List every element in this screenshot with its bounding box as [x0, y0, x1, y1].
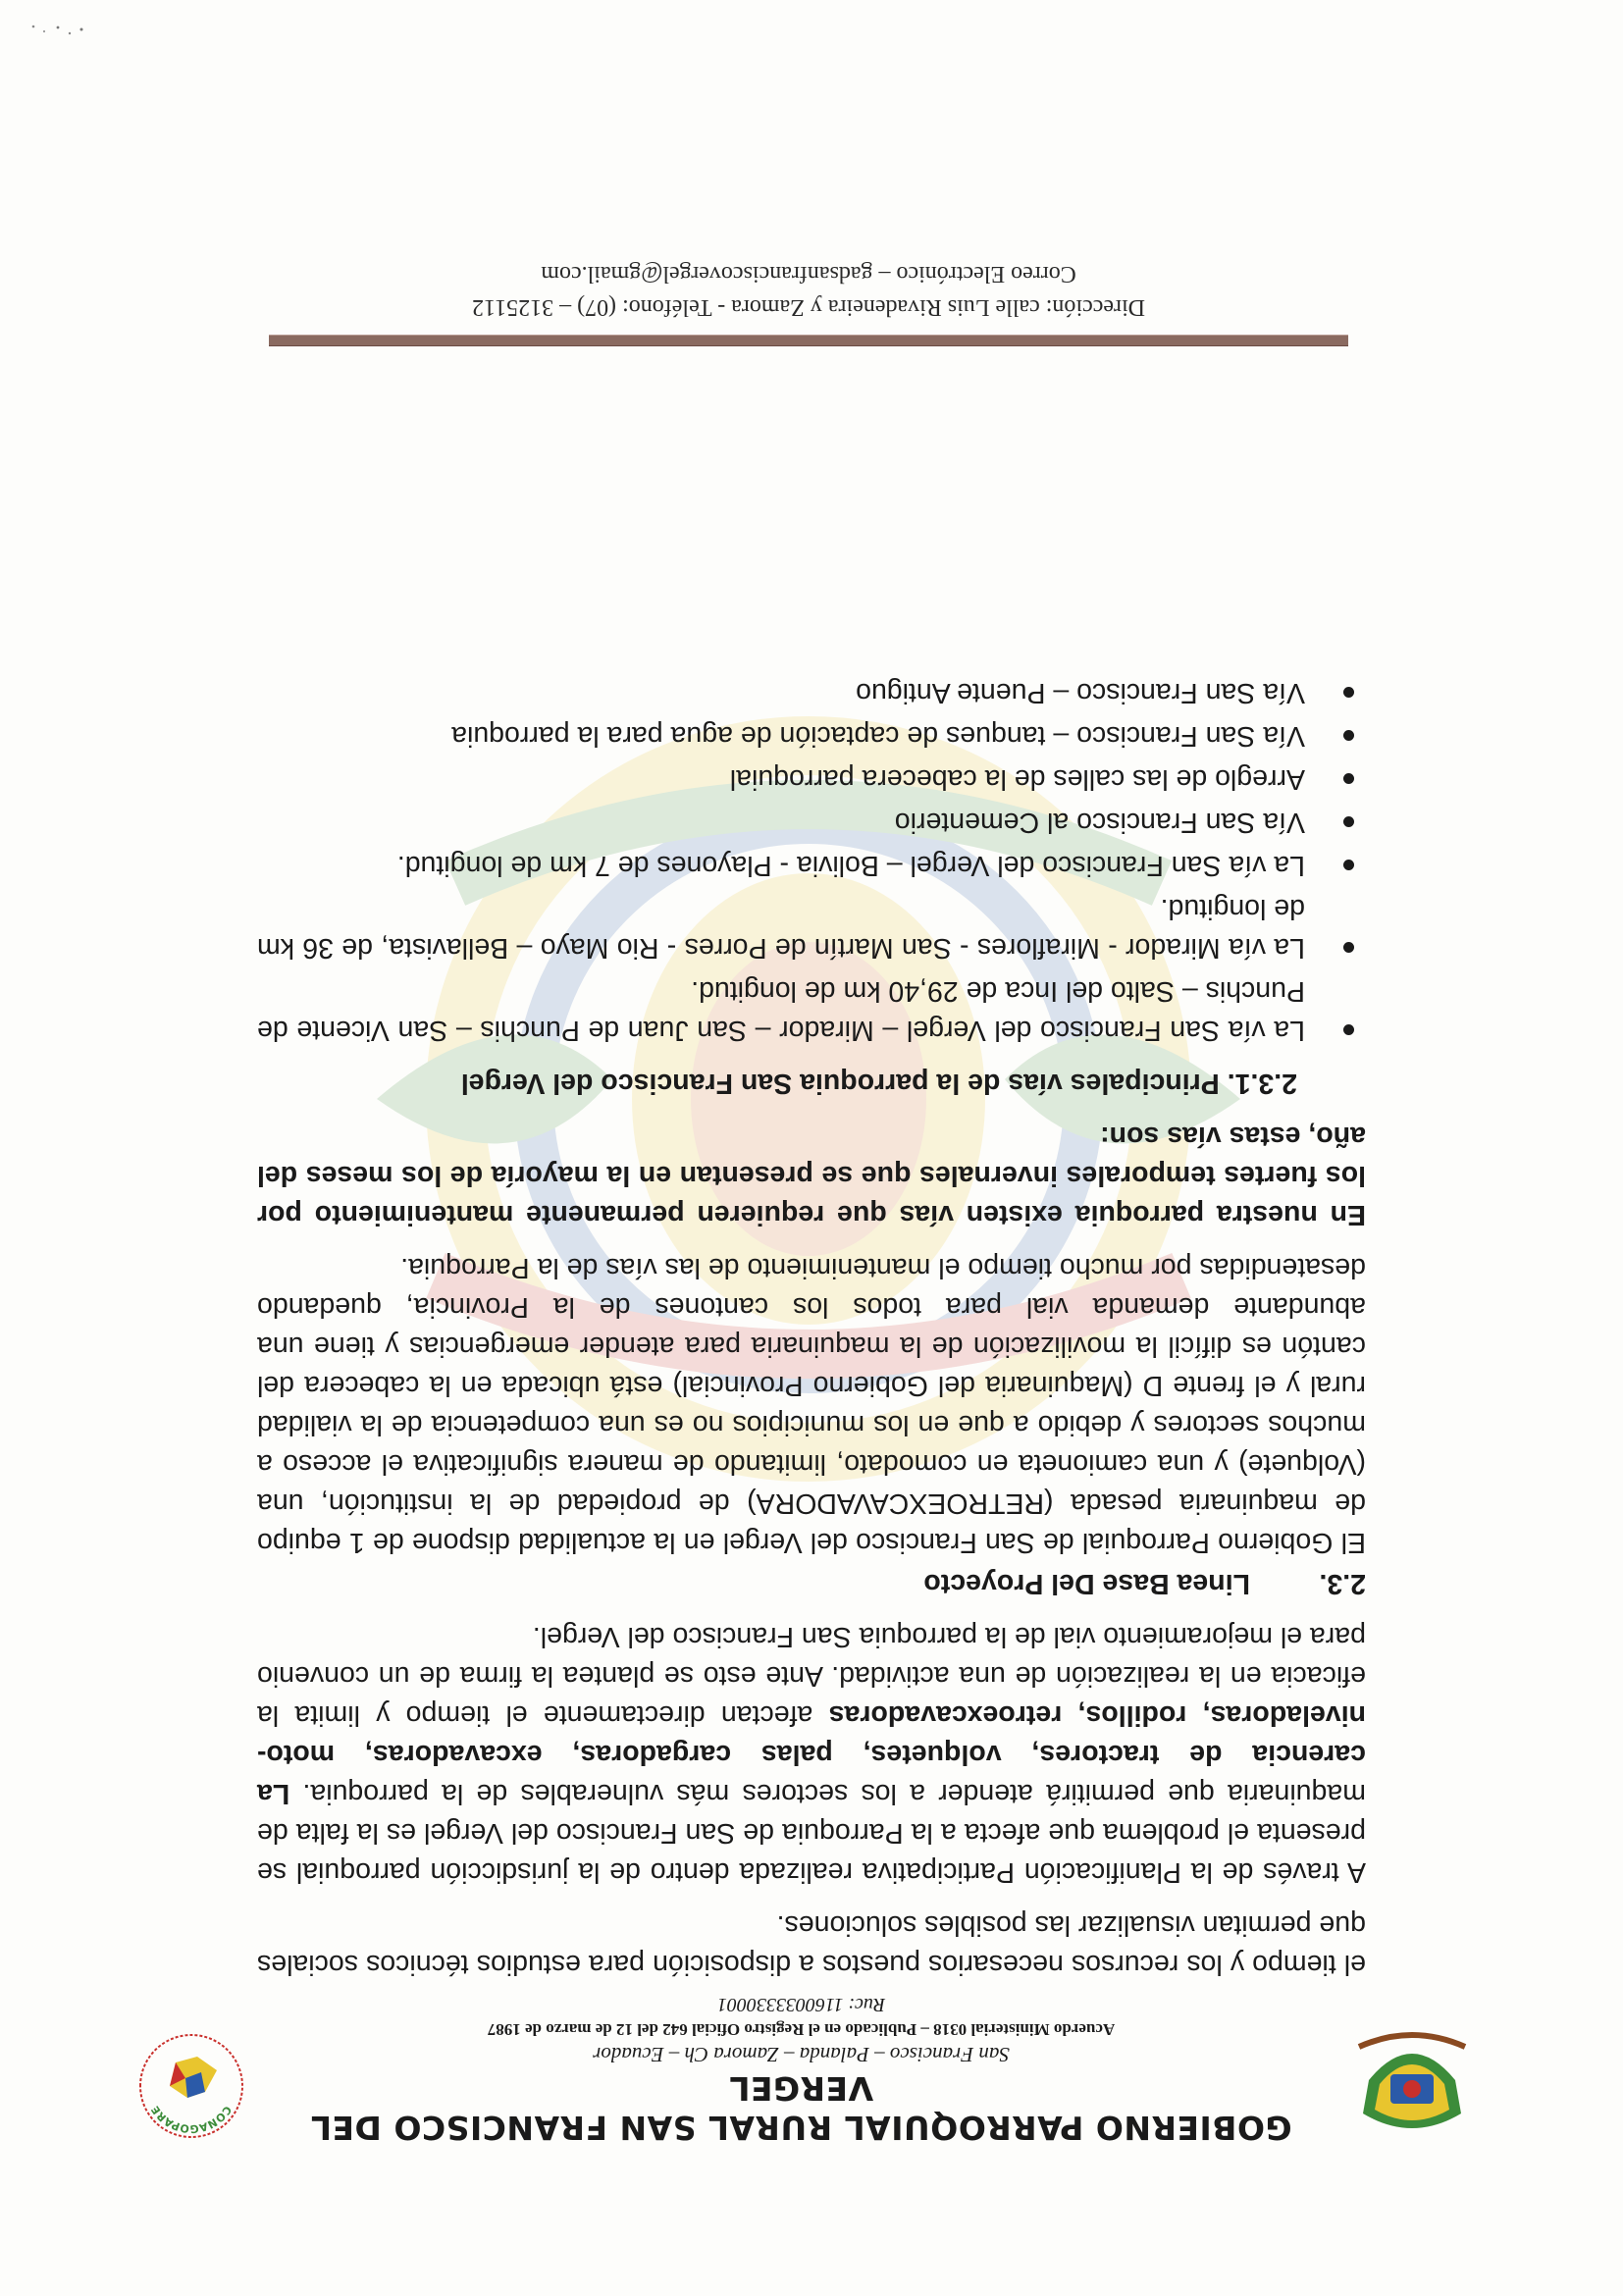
section-title: Linea Base Del Proyecto: [923, 1568, 1250, 1599]
bullet-icon: [1343, 816, 1354, 827]
bullet-icon: [1343, 942, 1354, 953]
parish-coat-of-arms-icon: [1353, 2025, 1471, 2143]
bullet-icon: [1343, 730, 1354, 741]
bullet-icon: [1343, 687, 1354, 698]
ministerial-agreement: Acuerdo Ministerial 0318 – Publicado en el Registro Oficial 642 del 12 de marzo de 1987: [487, 2020, 1116, 2039]
subsection-heading: 2.3.1. Principales vías de la parroquia San Francisco del Vergel: [460, 1068, 1297, 1099]
list-item: La vía San Francisco del Vergel – Mirador – San Juan de Punchis – San Vicente de Punchis – Salto del Inca de 29,40 km de longitud.: [257, 971, 1366, 1050]
intro-paragraph: el tiempo y los recursos necesarios puestos a disposición para estudios técnicos sociales que permitan visualizar las posibles soluciones.: [257, 1909, 1366, 1980]
section-number: 2.3.: [1319, 1568, 1366, 1599]
bullet-icon: [1343, 1024, 1354, 1035]
roads-intro-paragraph: En nuestra parroquia existen vías que requieren permanente mantenimiento por los fuertes temporales invernales que se presentan en la mayoría de los meses del año, estas vías son:: [257, 1121, 1366, 1230]
footer: [269, 257, 1348, 324]
letterhead: [136, 1994, 1471, 2147]
roads-list: [257, 673, 1366, 1050]
list-item: Arreglo de las calles de la cabecera parroquial: [257, 759, 1366, 799]
ruc-number: Ruc: 1160033330001: [716, 1994, 886, 2015]
footer-address: Dirección: calle Luis Rivadeneira y Zamora - Teléfono: (07) – 3125112: [471, 294, 1146, 320]
document-body: [257, 669, 1366, 1984]
baseline-paragraph: El Gobierno Parroquial de San Francisco del Vergel en la actualidad dispone de 1 equipo de maquinaria pesada (RETROEXCAVADORA) de propiedad de la institución, una (Volquete) y una camioneta en comodato, limitando de manera significativa el acceso a muchos sectores y debido a que en los municipios no es una competencia de la vialidad rural y el frente D (Maquinaria del Gobierno Provincial) está ubicada en la cabecera del cantón es difícil la movilización de la maquinaria para atender emergencias y tiene una abundante demanda vial para todos los cantones de la Provincia, quedando desatendidas por mucho tiempo el mantenimiento de las vías de la Parroquia.: [257, 1252, 1366, 1558]
svg-text:CONAGOPARE: CONAGOPARE: [148, 2103, 235, 2136]
bullet-icon: [1343, 860, 1354, 870]
list-item: Vía San Francisco – tanques de captación de agua para la parroquia: [257, 716, 1366, 756]
list-item: Vía San Francisco – Puente Antiguo: [257, 673, 1366, 712]
list-item: La vía Mirador - Miraflores - San Martín de Porres - Rio Mayo – Bellavista, de 36 km de longitud.: [257, 889, 1366, 967]
list-item: La vía San Francisco del Vergel – Bolivia - Playones de 7 km de longitud.: [257, 846, 1366, 885]
organization-location: San Francisco – Palanda – Zamora Ch – Ecuador: [593, 2043, 1010, 2066]
footer-email: Correo Electrónico – gadsanfranciscovergel@gmail.com: [541, 261, 1076, 287]
machinery-shortage-text: La carencia de tractores, volquetes, palas cargadoras, excavadoras, moto-niveladoras, rodillos, retroexcavadoras: [257, 1699, 1366, 1809]
bullet-icon: [1343, 773, 1354, 784]
scan-specks: [28, 20, 87, 39]
conagopare-logo: [136, 2031, 246, 2141]
problem-paragraph: A través de la Planificación Participativa realizada dentro de la jurisdicción parroquial se presenta el problema que afecta a la Parroquia de San Francisco del Vergel es la falta de maquinaria que permitirá atender a los sectores más vulnerables de la parroquia. La carencia de tractores, volquetes, palas cargadoras, excavadoras, moto-niveladoras, rodillos, retroexcavadoras afectan directamente el tiempo y limita la eficacia en la realización de una actividad. Ante esto se plantea la firma de un convenio para el mejoramiento vial de la parroquia San Francisco del Vergel.: [256, 1621, 1366, 1888]
organization-name: GOBIERNO PARROQUIAL RURAL SAN FRANCISCO DEL VERGEL: [310, 2069, 1292, 2147]
list-item: Vía San Francisco al Cementerio: [257, 803, 1366, 842]
footer-divider: [269, 335, 1348, 346]
section-heading: [257, 1564, 1366, 1603]
